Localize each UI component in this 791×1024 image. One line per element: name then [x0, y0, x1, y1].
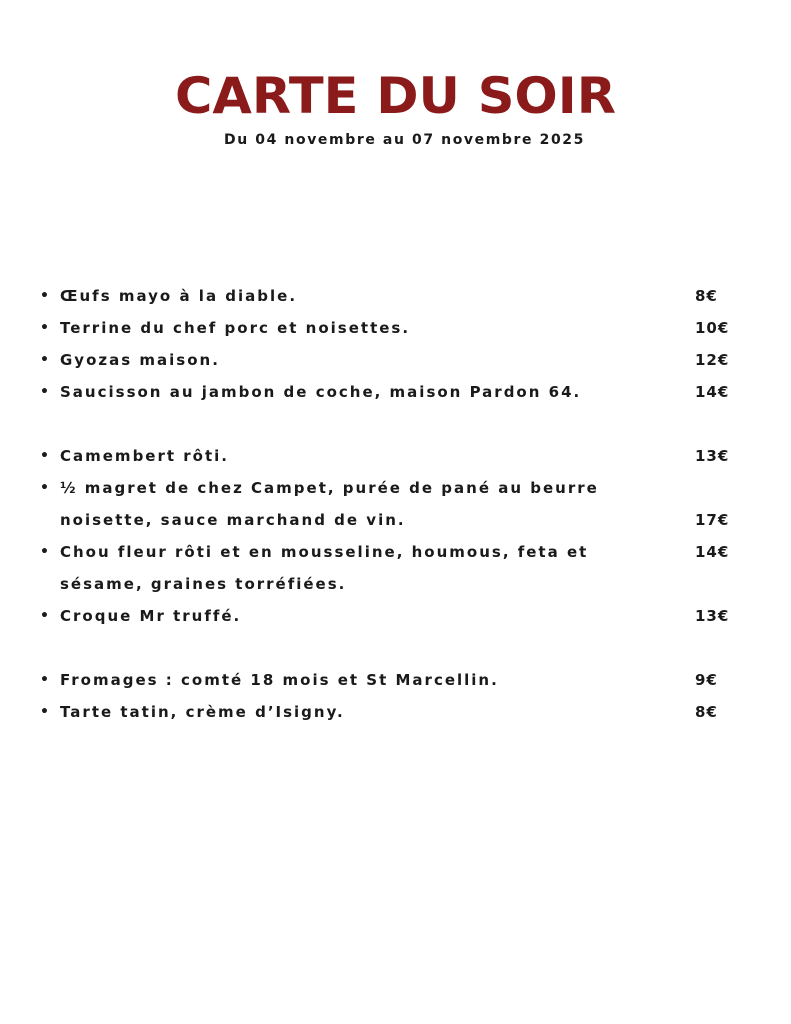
menu-item-price: 13€ — [695, 447, 730, 465]
menu-item-price: 14€ — [695, 543, 730, 561]
bullet-icon: • — [40, 544, 49, 560]
menu-item-name: Saucisson au jambon de coche, maison Pardon 64. — [60, 383, 582, 401]
bullet-icon: • — [40, 608, 49, 624]
menu-date-range: Du 04 novembre au 07 novembre 2025 — [223, 132, 585, 148]
bullet-icon: • — [40, 320, 49, 336]
menu-item-price: 13€ — [695, 607, 730, 625]
menu-section-desserts — [40, 664, 740, 728]
menu-item-name: Fromages : comté 18 mois et St Marcellin. — [60, 671, 499, 689]
menu-item-name: Croque Mr truffé. — [60, 607, 242, 625]
menu-item-name: Tarte tatin, crème d’Isigny. — [60, 703, 345, 721]
menu-item-name: Chou fleur rôti et en mousseline, houmous, feta et — [60, 543, 589, 561]
menu-section-starters — [40, 280, 740, 408]
menu-item-price: 17€ — [695, 511, 730, 529]
menu-title: CARTE DU SOIR — [174, 67, 617, 125]
bullet-icon: • — [40, 288, 49, 304]
menu-item-name: Camembert rôti. — [60, 447, 229, 465]
menu-item-price: 12€ — [695, 351, 730, 369]
bullet-icon: • — [40, 448, 49, 464]
menu-item-name-continued: noisette, sauce marchand de vin. — [60, 511, 406, 529]
menu-item-name: Œufs mayo à la diable. — [60, 287, 298, 305]
menu-item-price: 8€ — [695, 703, 718, 721]
menu-item — [40, 312, 740, 344]
bullet-icon: • — [40, 384, 49, 400]
menu-item-name-continued: sésame, graines torréfiées. — [60, 575, 347, 593]
menu-item — [40, 440, 740, 472]
menu-item-price: 8€ — [695, 287, 718, 305]
menu-item — [40, 280, 740, 312]
menu-item-price: 10€ — [695, 319, 730, 337]
menu-item — [40, 664, 740, 696]
bullet-icon: • — [40, 480, 49, 496]
menu-item-name: ½ magret de chez Campet, purée de pané au beurre — [60, 479, 599, 497]
menu-item — [40, 344, 740, 376]
menu-item — [40, 696, 740, 728]
menu-item — [40, 536, 740, 600]
menu-item-price: 14€ — [695, 383, 730, 401]
bullet-icon: • — [40, 704, 49, 720]
menu-section-mains — [40, 440, 740, 632]
menu-item-name: Terrine du chef porc et noisettes. — [60, 319, 411, 337]
menu-item — [40, 376, 740, 408]
bullet-icon: • — [40, 352, 49, 368]
menu-item-name: Gyozas maison. — [60, 351, 220, 369]
menu-item — [40, 600, 740, 632]
menu-item-price: 9€ — [695, 671, 718, 689]
bullet-icon: • — [40, 672, 49, 688]
menu-item — [40, 472, 740, 536]
